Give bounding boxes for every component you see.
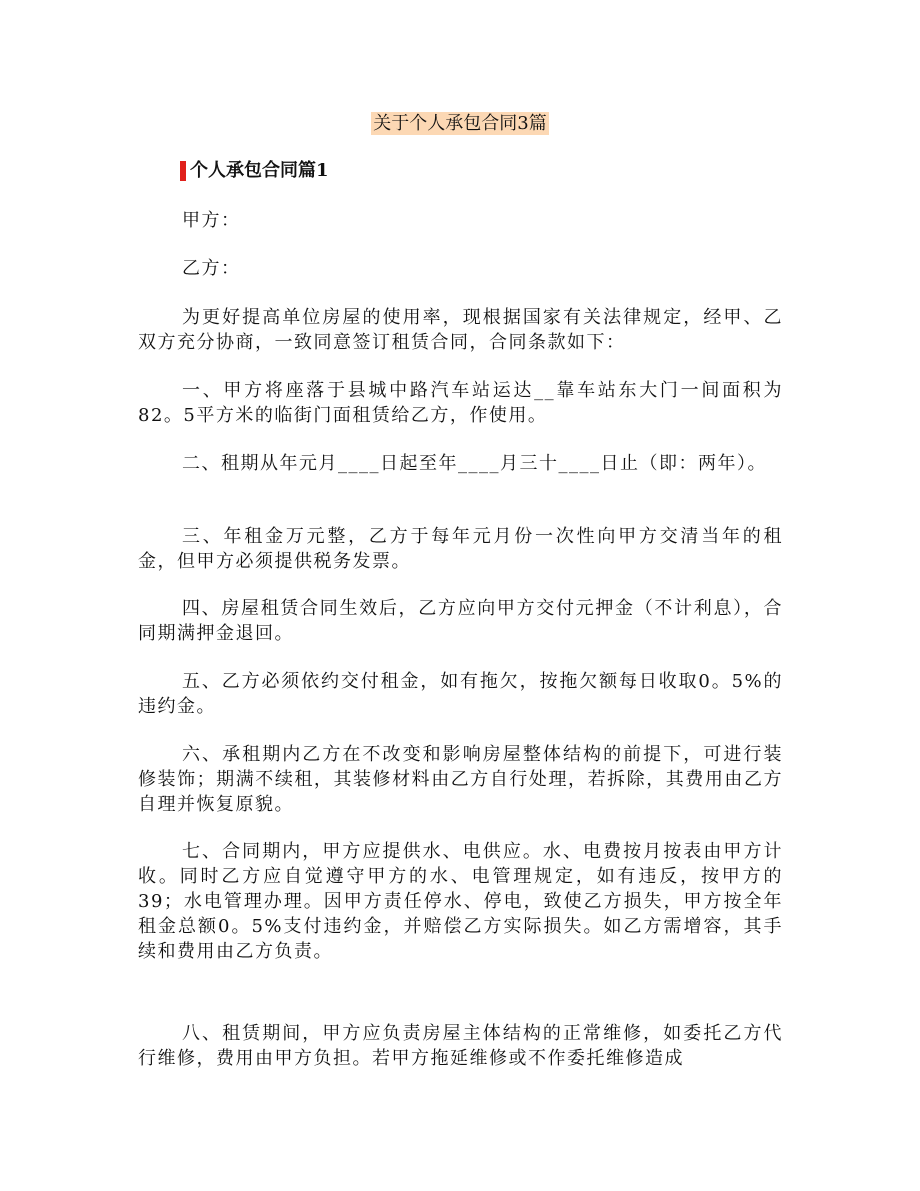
contract-paragraph: 五、乙方必须依约交付租金，如有拖欠，按拖欠额每日收取0。5%的违约金。	[138, 671, 783, 717]
contract-paragraph: 三、年租金万元整，乙方于每年元月份一次性向甲方交清当年的租金，但甲方必须提供税务发票。	[138, 526, 783, 572]
contract-paragraph: 一、甲方将座落于县城中路汽车站运达__靠车站东大门一间面积为82。5平方米的临街门面租赁给乙方，作使用。	[138, 380, 783, 426]
document-title-text: 关于个人承包合同3篇	[373, 113, 547, 134]
contract-paragraph: 七、合同期内，甲方应提供水、电供应。水、电费按月按表由甲方计收。同时乙方应自觉遵守甲方的水、电管理规定，如有违反，按甲方的39；水电管理办理。因甲方责任停水、停电，致使乙方损失，甲方按全年租金总额0。5%支付违约金，并赔偿乙方实际损失。如乙方需增容，其手续和费用由乙方负责。	[138, 841, 783, 962]
contract-paragraph: 为更好提高单位房屋的使用率，现根据国家有关法律规定，经甲、乙双方充分协商，一致同意签订租赁合同，合同条款如下：	[138, 307, 783, 353]
party-b-line: 乙方：	[182, 258, 241, 279]
contract-paragraph: 四、房屋租赁合同生效后，乙方应向甲方交付元押金（不计利息），合同期满押金退回。	[138, 598, 783, 644]
document-title	[0, 111, 920, 137]
party-a-line: 甲方：	[182, 210, 241, 231]
contract-paragraph: 二、租期从年元月____日起至年____月三十____日止（即：两年）。	[182, 453, 767, 474]
section-heading	[180, 158, 329, 184]
contract-paragraph: 六、承租期内乙方在不改变和影响房屋整体结构的前提下，可进行装修装饰；期满不续租，其装修材料由乙方自行处理，若拆除，其费用由乙方自理并恢复原貌。	[138, 744, 783, 815]
contract-paragraph: 八、租赁期间，甲方应负责房屋主体结构的正常维修，如委托乙方代行维修，费用由甲方负担。若甲方拖延维修或不作委托维修造成	[138, 1023, 783, 1069]
section-heading-text: 个人承包合同篇1	[190, 160, 329, 181]
heading-marker-icon	[180, 161, 186, 181]
